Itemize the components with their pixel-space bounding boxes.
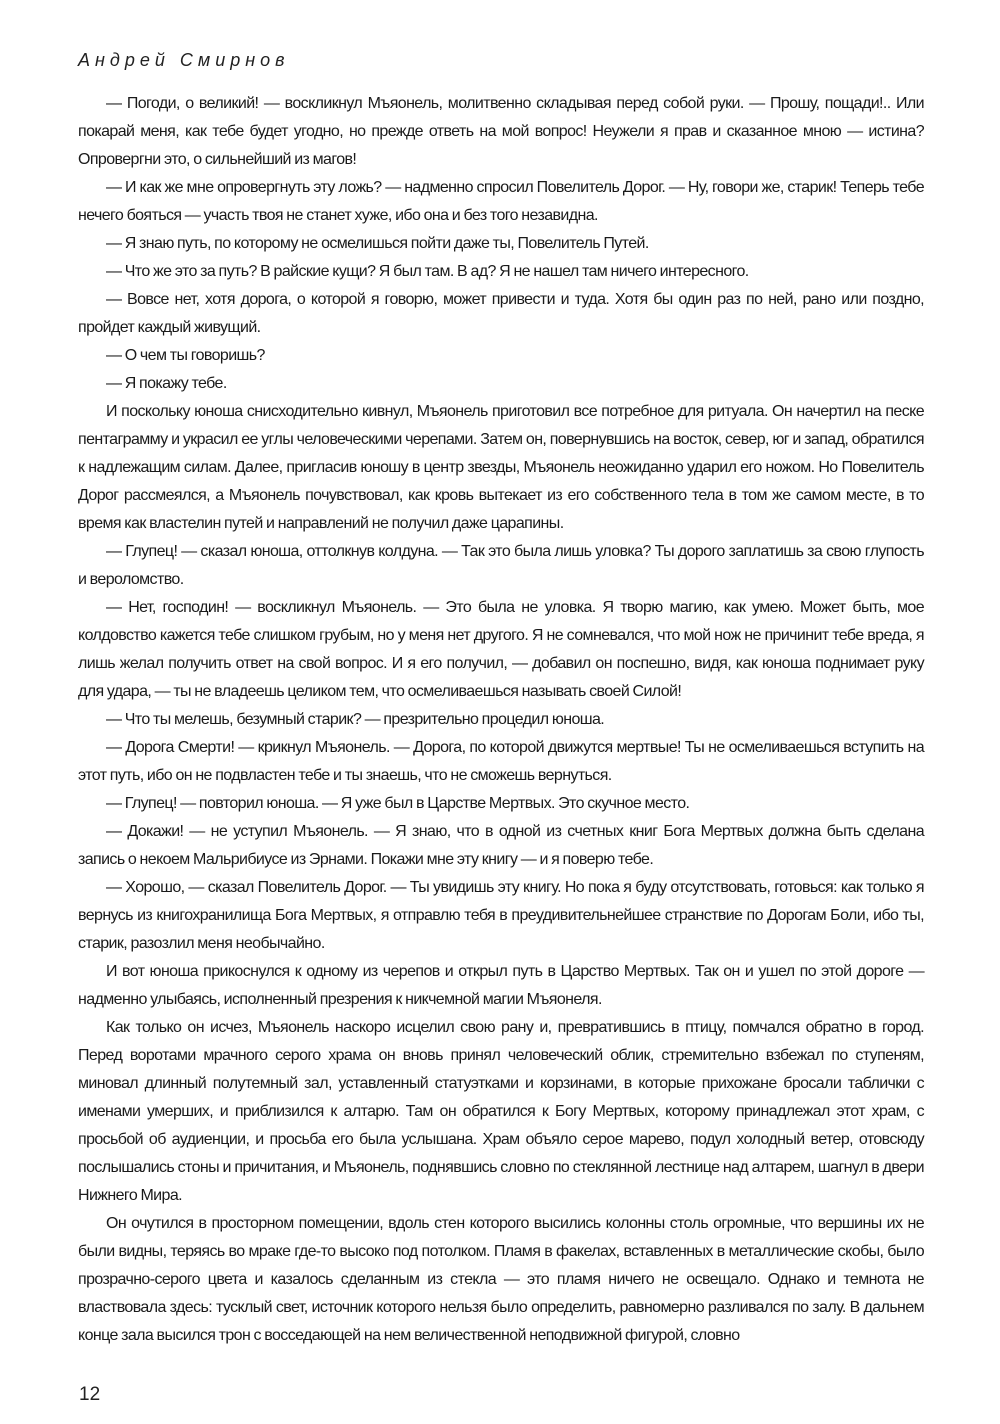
paragraph: — Я знаю путь, по которому не осмелишься пойти даже ты, Повелитель Путей. xyxy=(106,235,649,252)
paragraph: — Вовсе нет, хотя дорога, о которой я говорю, может привести и туда. Хотя бы один раз по ней, рано или поздно, пройдет каждый живущий. xyxy=(78,291,924,336)
paragraph: И поскольку юноша снисходительно кивнул, Мъяонель приготовил все потребное для ритуала. Он начертил на песке пентаграмму и украсил ее углы человеческими черепами. Затем он, повернувшись на восток, север, юг и запад, обратился к надлежащим силам. Далее, пригласив юношу в центр звезды, Мъяонель неожиданно ударил его ножом. Но Повелитель Дорог рассмеялся, а Мъяонель почувствовал, как кровь вытекает из его собственного тела в том же самом месте, в то время как властелин путей и направлений не получил даже царапины. xyxy=(78,403,924,532)
paragraph: — Докажи! — не уступил Мъяонель. — Я знаю, что в одной из счетных книг Бога Мертвых должна быть сделана запись о некоем Мальрибиусе из Эрнами. Покажи мне эту книгу — и я поверю тебе. xyxy=(78,823,924,868)
page-body-text xyxy=(78,90,924,1350)
paragraph: Он очутился в просторном помещении, вдоль стен которого высились колонны столь огромные, что вершины их не были видны, теряясь во мраке где-то высоко под потолком. Пламя в факелах, вставленных в металлические скобы, было прозрачно-серого цвета и казалось сделанным из стекла — это пламя ничего не освещало. Однако и темнота не властвовала здесь: тусклый свет, источник которого нельзя было определить, равномерно разливался по залу. В дальнем конце зала высился трон с восседающей на нем величественной неподвижной фигурой, словно xyxy=(78,1215,924,1344)
paragraph: — Глупец! — сказал юноша, оттолкнув колдуна. — Так это была лишь уловка? Ты дорого заплатишь за свою глупость и вероломство. xyxy=(78,543,924,588)
paragraph: — И как же мне опровергнуть эту ложь? — надменно спросил Повелитель Дорог. — Ну, говори же, старик! Теперь тебе нечего бояться — участь твоя не станет хуже, ибо она и без того незавидна. xyxy=(78,179,924,224)
paragraph: — Погоди, о великий! — воскликнул Мъяонель, молитвенно складывая перед собой руки. — Прошу, пощади!.. Или покарай меня, как тебе будет угодно, но прежде ответь на мой вопрос! Неужели я прав и сказанное мною — истина? Опровергни это, о сильнейший из магов! xyxy=(78,95,924,168)
running-head-author: Андрей Смирнов xyxy=(78,50,290,70)
paragraph: — Что ты мелешь, безумный старик? — презрительно процедил юноша. xyxy=(106,711,605,728)
paragraph: — Глупец! — повторил юноша. — Я уже был в Царстве Мертвых. Это скучное место. xyxy=(106,795,690,812)
paragraph: — Хорошо, — сказал Повелитель Дорог. — Ты увидишь эту книгу. Но пока я буду отсутствовать, готовься: как только я вернусь из книгохранилища Бога Мертвых, я отправлю тебя в преудивительнейшее странствие по Дорогам Боли, ибо ты, старик, разозлил меня необычайно. xyxy=(78,879,924,952)
paragraph: — Что же это за путь? В райские кущи? Я был там. В ад? Я не нашел там ничего интересного. xyxy=(106,263,749,280)
page-number: 12 xyxy=(79,1384,101,1405)
paragraph: Как только он исчез, Мъяонель наскоро исцелил свою рану и, превратившись в птицу, помчался обратно в город. Перед воротами мрачного серого храма он вновь принял человеческий облик, стремительно взбежал по ступеням, миновал длинный полутемный зал, уставленный статуэтками и корзинами, в которые прихожане бросали таблички с именами умерших, и приблизился к алтарю. Там он обратился к Богу Мертвых, которому принадлежал этот храм, с просьбой об аудиенции, и просьба его была услышана. Храм объяло серое марево, подул холодный ветер, отовсюду послышались стоны и причитания, и Мъяонель, поднявшись словно по стеклянной лестнице над алтарем, шагнул в двери Нижнего Мира. xyxy=(78,1019,924,1204)
paragraph: — О чем ты говоришь? xyxy=(106,347,265,364)
paragraph: — Дорога Смерти! — крикнул Мъяонель. — Дорога, по которой движутся мертвые! Ты не осмеливаешься вступить на этот путь, ибо он не подвластен тебе и ты знаешь, что не сможешь вернуться. xyxy=(78,739,924,784)
paragraph: — Я покажу тебе. xyxy=(106,375,227,392)
paragraph: — Нет, господин! — воскликнул Мъяонель. — Это была не уловка. Я творю магию, как умею. Может быть, мое колдовство кажется тебе слишком грубым, но у меня нет другого. Я не сомневался, что мой нож не причинит тебе вреда, я лишь желал получить ответ на свой вопрос. И я его получил, — добавил он поспешно, видя, как юноша поднимает руку для удара, — ты не владеешь целиком тем, что осмеливаешься называть своей Силой! xyxy=(78,599,924,700)
paragraph: И вот юноша прикоснулся к одному из черепов и открыл путь в Царство Мертвых. Так он и ушел по этой дороге — надменно улыбаясь, исполненный презрения к никчемной магии Мъяонеля. xyxy=(78,963,924,1008)
